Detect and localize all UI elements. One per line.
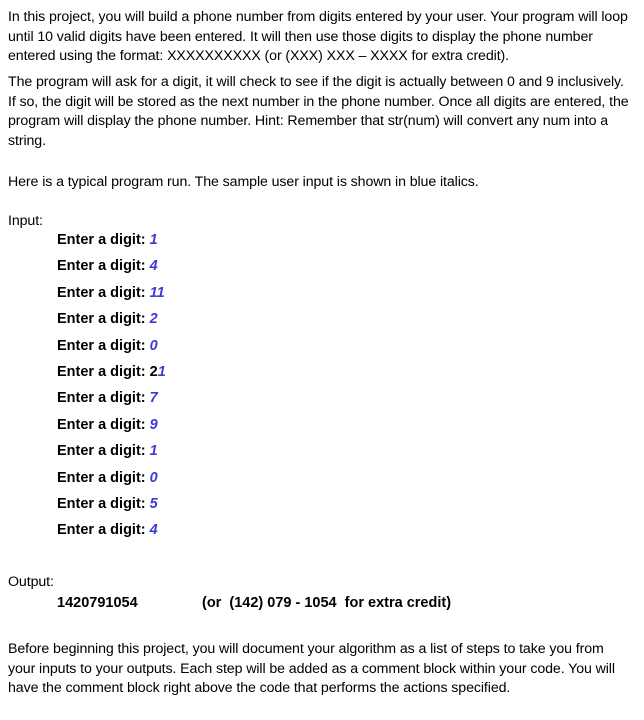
user-input-plain-part: 2 [149, 364, 158, 380]
sample-input-line [57, 363, 166, 381]
user-input-value [150, 232, 158, 248]
sample-input-line [57, 284, 165, 302]
output-row [0, 594, 644, 614]
digit-prompt: Enter a digit: [57, 232, 150, 248]
user-input-value [150, 470, 158, 486]
closing-paragraph: Before beginning this project, you will document your algorithm as a list of steps to take you from your inputs to your outputs. Each step will be added as a comment block within your code. You will have the comment block right above the code that performs the actions specified. [8, 641, 615, 697]
input-label: Input: [8, 213, 43, 229]
digit-prompt: Enter a digit: [57, 390, 150, 407]
digit-prompt: Enter a digit: [57, 416, 150, 433]
user-input-value [150, 258, 158, 274]
output-label: Output: [8, 574, 54, 590]
user-input-blue-part: 2 [149, 311, 158, 328]
sample-input-line [57, 389, 158, 407]
output-phone-number: 1420791054 [57, 595, 138, 611]
digit-prompt: Enter a digit: [57, 258, 150, 275]
intro-paragraph-2: The program will ask for a digit, it will check to see if the digit is actually between 0 and 9 inclusively. If so, the digit will be stored as the next number in the phone number. Once all digits are entered, the program will display the phone number. Hint: Remember that str(num) will convert any num into a string. [8, 74, 629, 149]
user-input-blue-part: 9 [149, 416, 158, 433]
sample-input-line [57, 495, 158, 513]
digit-prompt: Enter a digit: [57, 337, 150, 354]
digit-prompt: Enter a digit: [57, 469, 150, 486]
user-input-value [150, 285, 165, 301]
digit-prompt: Enter a digit: [57, 311, 150, 328]
sample-input-line [57, 416, 158, 434]
sample-input-line [57, 310, 158, 328]
user-input-value [150, 496, 158, 512]
digit-prompt: Enter a digit: [57, 284, 150, 301]
digit-prompt: Enter a digit: [57, 522, 150, 539]
user-input-blue-part: 11 [149, 284, 165, 301]
user-input-blue-part: 1 [149, 443, 158, 460]
sample-input-line [57, 337, 158, 355]
user-input-blue-part: 0 [149, 337, 158, 354]
user-input-value [150, 443, 158, 459]
digit-prompt: Enter a digit: [57, 364, 150, 380]
user-input-value [150, 390, 158, 406]
intro-paragraph-3: Here is a typical program run. The sample user input is shown in blue italics. [8, 174, 479, 190]
user-input-blue-part: 4 [149, 258, 158, 275]
user-input-blue-part: 7 [149, 390, 158, 407]
user-input-value [150, 338, 158, 354]
digit-prompt: Enter a digit: [57, 496, 150, 512]
sample-input-line [57, 231, 158, 249]
user-input-blue-part: 4 [149, 522, 158, 539]
sample-input-line [57, 257, 158, 275]
intro-paragraph-1: In this project, you will build a phone number from digits entered by your user. Your program will loop until 10 valid digits have been entered. It will then use those digits to display the phone number entered using the format: XXXXXXXXXX (or (XXX) XXX – XXXX for extra credit). [8, 9, 628, 65]
user-input-value [150, 311, 158, 327]
user-input-value [150, 364, 166, 380]
user-input-blue-part: 5 [149, 496, 158, 512]
user-input-blue-part: 1 [149, 232, 158, 248]
user-input-blue-part: 1 [157, 364, 166, 380]
user-input-value [150, 417, 158, 433]
user-input-value [150, 522, 158, 538]
sample-input-line [57, 469, 158, 487]
digit-prompt: Enter a digit: [57, 443, 150, 460]
sample-input-line [57, 442, 158, 460]
sample-input-line [57, 521, 158, 539]
user-input-blue-part: 0 [149, 469, 158, 486]
output-extra-credit: (or (142) 079 - 1054 for extra credit) [202, 595, 452, 611]
